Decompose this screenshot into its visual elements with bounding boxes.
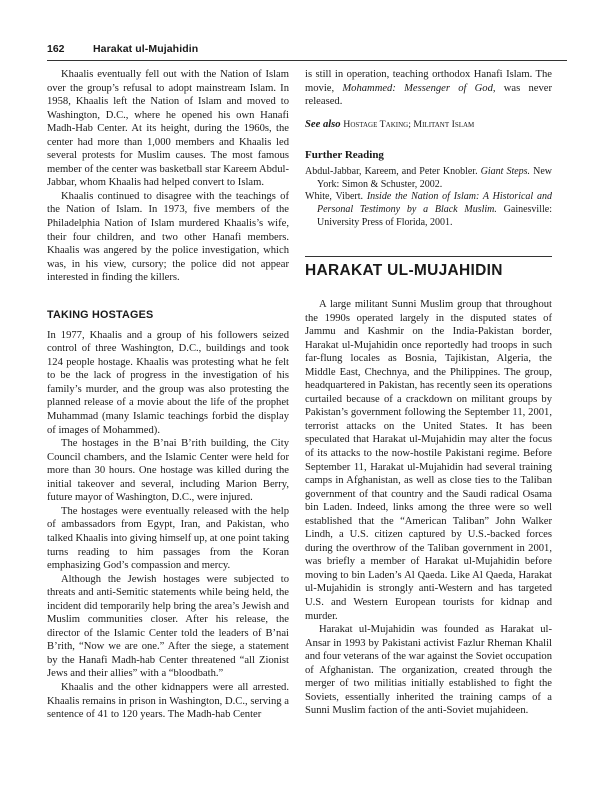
paragraph: Khaalis and the other kidnappers were all arrested. Khaalis remains in prison in Washington, D.C., serving a sentence of 41 to 120 years. The Madh-hab Center [47, 681, 289, 721]
section-title: HARAKAT UL-MUJAHIDIN [305, 262, 503, 279]
paragraph: A large militant Sunni Muslim group that throughout the 1990s operated largely in the disputed states of Jammu and Kashmir on the India-Pakistan border, Harakat ul-Mujahidin once reportedly had troops in such far-flung locales as Bosnia, Tajikistan, Algeria, the Middle East, Chechnya, and the Philippines. The group, headquartered in Pakistan, has recently seen its operations curtailed because of a crackdown on militant groups by Pakistan’s government following the September 11, 2001, terrorist attacks on the United States. It has been speculated that Harakat ul-Mujahidin may alter the focus of its attacks to the now-hostile Pakistani regime. Before September 11, Harakat ul-Mujahidin had several training camps in Afghanistan, as well as close ties to the Taliban government of that country and the Saudi radical Osama bin Laden. Indeed, links among the three were so well established that the “American Taliban” John Walker Lindh, a U.S. citizen captured by U.S.-backed forces during the overthrow of the Taliban government in 2001, was briefly a member of Harakat ul-Mujahidin before moving to bin Laden’s Al Qaeda. Like Al Qaeda, Harakat ul-Mujahidin is strongly anti-Western and has targeted U.S. and Western European tourists for kidnap and murder. [305, 299, 552, 622]
paragraph: In 1977, Khaalis and a group of his followers seized control of three Washington, D.C., buildings and took 124 people hostage. Khaalis was protesting what he felt to be the lack of progress in the investigation of his family’s murder, and the group was also protesting the planned release of a movie about the life of the prophet Muhammad (many Islamic teachings forbid the display of images of Mohammed). [47, 329, 289, 436]
running-header [47, 42, 567, 58]
paragraph: Khaalis continued to disagree with the teachings of the Nation of Islam. In 1973, five members of the Philadelphia Nation of Islam murdered Khaalis’s wife, their four children, and two other Hanafi members. Khaalis was angered by the police investigation, which was, in his view, cursory; the police did not appear interested in finding the killers. [47, 190, 289, 284]
paragraph: The hostages in the B’nai B’rith building, the City Council chambers, and the Islamic Center were held for more than 30 hours. One hostage was killed during the initial takeover and several, including Marion Berry, future mayor of Washington, D.C., were injured. [47, 438, 289, 504]
right-column-top [305, 68, 552, 229]
paragraph: Khaalis eventually fell out with the Nation of Islam over the group’s refusal to adopt mainstream Islam. In 1958, Khaalis left the Nation of Islam and moved to Washington, D.C., where he opened his own Hanafi Madh-Hab Center. At its height, during the 1960s, the center had more than 1,000 members and Khaalis led several protests for Muslim causes. The most famous member of the center was basketball star Kareem Abdul-Jabbar, whom Khaalis had helped convert to Islam. [47, 69, 289, 189]
paragraph-continued: is still in operation, teaching orthodox Hanafi Islam. The movie, Mohammed: Messenger of God, was never released. [305, 69, 552, 108]
running-title: Harakat ul-Mujahidin [93, 43, 199, 55]
see-also-label: See also [305, 118, 341, 130]
page-number: 162 [47, 43, 65, 55]
movie-title: Mohammed: Messenger of God, [342, 82, 496, 94]
subheading-taking-hostages: TAKING HOSTAGES [47, 308, 154, 321]
header-rule [47, 60, 567, 61]
paragraph: The hostages were eventually released with the help of ambassadors from Egypt, Iran, and Pakistan, who talked Khaalis into giving himself up, at one point taking turns reading to him passages from the Koran emphasizing God’s compassion and mercy. [47, 505, 289, 572]
see-also [305, 118, 552, 132]
further-reading-heading: Further Reading [305, 149, 384, 162]
right-column-section [305, 298, 552, 718]
reference-entry: Abdul-Jabbar, Kareem, and Peter Knobler. Giant Steps. New York: Simon & Schuster, 2002. [305, 166, 552, 190]
section-rule [305, 256, 552, 257]
paragraph: Although the Jewish hostages were subjected to threats and anti-Semitic statements while being held, the incident did temporarily help bring the area’s Jewish and Muslim communities closer. After his release, the director of the Islamic Center told the leaders of B’nai B’rith, “Now we are one.” After the siege, a statement by the Hanafi Madh-hab Center threatened “all Zionist Jews and their allies” with a “bloodbath.” [47, 573, 289, 680]
see-also-links[interactable]: Hostage Taking; Militant Islam [343, 118, 475, 130]
left-column [47, 68, 289, 722]
reference-entry: White, Vibert. Inside the Nation of Islam: A Historical and Personal Testimony by a Black Muslim. Gainesville: University Press of Florida, 2001. [305, 191, 553, 228]
paragraph: Harakat ul-Mujahidin was founded as Harakat ul-Ansar in 1993 by Pakistani activist Fazlur Rheman Khalil and four veterans of the war against the Soviet occupation of Afghanistan. The organization, created through the merger of two militias initially established to fight the Soviets, essentially inherited the training camps of a Sunni Muslim faction of the anti-Soviet mujahideen. [305, 624, 552, 717]
